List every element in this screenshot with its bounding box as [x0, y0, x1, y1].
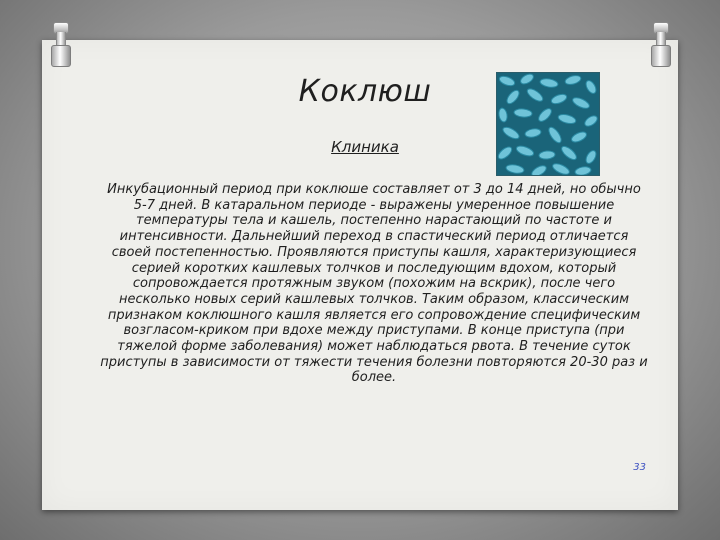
- page-number: 33: [633, 462, 646, 473]
- body-text: Инкубационный период при коклюше составляет от 3 до 14 дней, но обычно 5-7 дней. В катаральном периоде - выражены умеренное повышение температуры тела и кашель, постепенно нарастающий по частоте и интенсивности. Дальнейший переход в спастический период отличается своей постепенностью. Проявляются приступы кашля, характеризующиеся серией коротких кашлевых толчков и последующим вдохом, который сопровождается протяжным звуком (похожим на вскрик), после чего несколько новых серий кашлевых толчков. Таким образом, классическим признаком коклюшного кашля является его сопровождение специфическим возгласом-криком при вдохе между приступами. В конце приступа (при тяжелой форме заболевания) может наблюдаться рвота. В течение суток приступы в зависимости от тяжести течения болезни повторяются 20-30 раз и более.: [100, 182, 648, 386]
- bacteria-micrograph-image: [496, 72, 600, 176]
- slide-title: Коклюш: [298, 74, 432, 109]
- slide-subtitle: Клиника: [331, 138, 399, 156]
- pushpin-icon: [651, 22, 669, 66]
- pushpin-icon: [51, 22, 69, 66]
